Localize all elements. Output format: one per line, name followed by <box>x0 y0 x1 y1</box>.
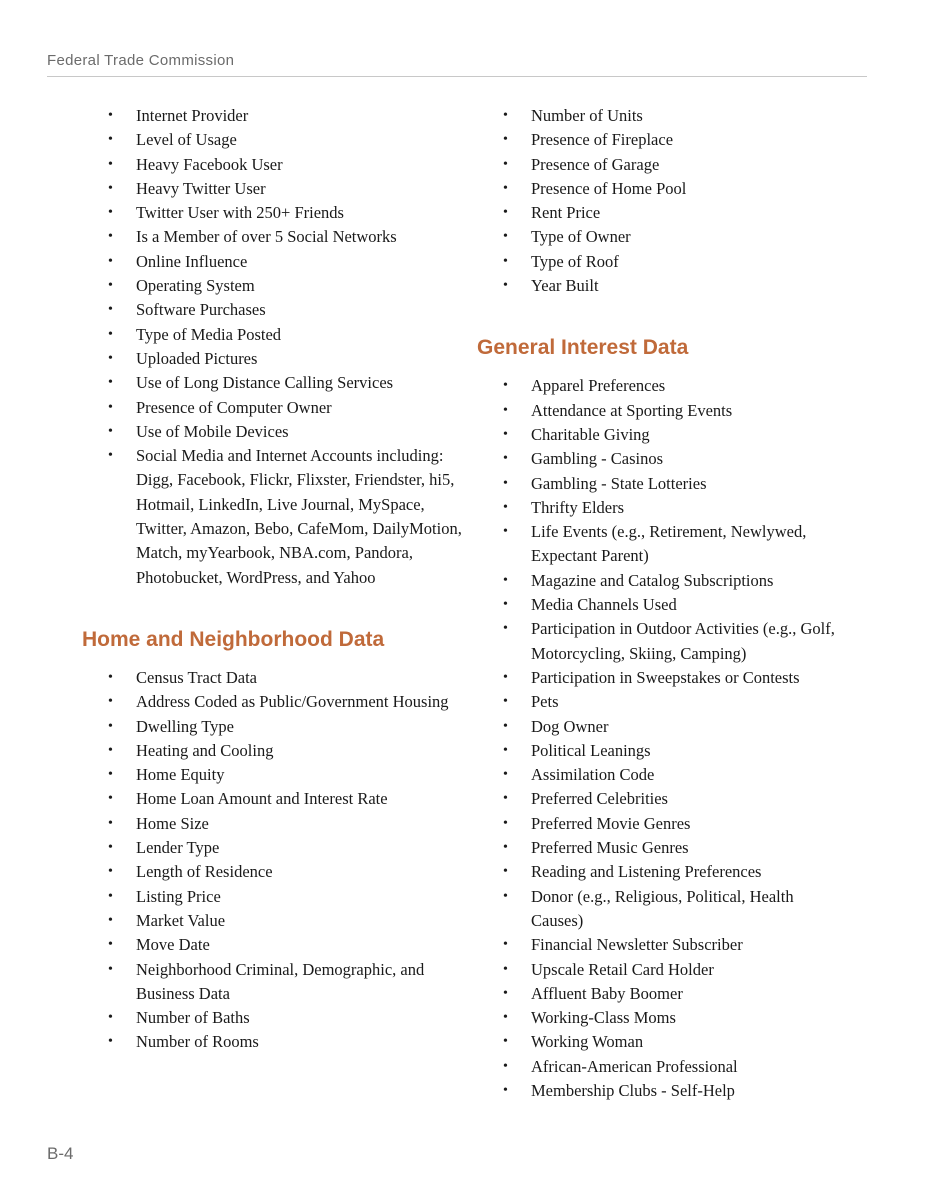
list-item-text: Dog Owner <box>531 716 609 736</box>
list-item-text: Attendance at Sporting Events <box>531 400 733 420</box>
list-item-text: Year Built <box>531 276 599 296</box>
list-item-text: Media Channels Used <box>531 595 677 615</box>
list-item <box>477 836 847 860</box>
list-item-text: African-American Professional <box>531 1056 738 1076</box>
general-interest-list <box>477 374 847 1103</box>
bullet-icon: • <box>503 132 508 148</box>
bullet-icon: • <box>108 448 113 464</box>
list-item-text: Level of Usage <box>136 130 237 150</box>
bullet-icon: • <box>108 864 113 880</box>
list-item-text: Magazine and Catalog Subscriptions <box>531 570 774 590</box>
list-item-text: Type of Media Posted <box>136 324 282 344</box>
list-item-text: Use of Mobile Devices <box>136 421 289 441</box>
list-item <box>82 128 467 152</box>
list-item-text: Operating System <box>136 276 255 296</box>
list-item <box>82 201 467 225</box>
list-item-text: Preferred Movie Genres <box>531 813 691 833</box>
list-item-text: Twitter User with 250+ Friends <box>136 203 344 223</box>
list-item-text: Working-Class Moms <box>531 1008 676 1028</box>
list-item-text: Political Leanings <box>531 740 651 760</box>
bullet-icon: • <box>108 423 113 439</box>
list-item-text: Move Date <box>136 935 210 955</box>
list-item <box>477 715 847 739</box>
list-item-text: Gambling - Casinos <box>531 449 663 469</box>
bullet-icon: • <box>503 108 508 123</box>
list-item-text: Working Woman <box>531 1032 644 1052</box>
list-item-text: Home Size <box>136 813 209 833</box>
running-header: Federal Trade Commission <box>47 52 235 69</box>
list-item-text: Charitable Giving <box>531 424 650 444</box>
right-column <box>477 104 847 1103</box>
list-item <box>477 787 847 811</box>
list-item-text: Listing Price <box>136 886 221 906</box>
page-number: B-4 <box>47 1144 74 1163</box>
list-item <box>82 250 467 274</box>
list-item <box>82 274 467 298</box>
list-item-text: Participation in Outdoor Activities (e.g., Golf, Motorcycling, Skiing, Camping) <box>531 619 835 663</box>
list-item-text: Rent Price <box>531 203 601 223</box>
list-item <box>82 666 467 690</box>
bullet-icon: • <box>503 937 508 953</box>
bullet-icon: • <box>503 597 508 613</box>
bullet-icon: • <box>108 937 113 953</box>
list-item-text: Census Tract Data <box>136 667 257 687</box>
list-item <box>477 690 847 714</box>
list-item-text: Presence of Home Pool <box>531 178 687 198</box>
list-item <box>82 1006 467 1030</box>
bullet-icon: • <box>108 399 113 415</box>
list-item-text: Apparel Preferences <box>531 376 666 396</box>
list-item <box>477 1030 847 1054</box>
list-item-text: Affluent Baby Boomer <box>531 983 683 1003</box>
bullet-icon: • <box>503 961 508 977</box>
list-item-text: Lender Type <box>136 838 220 858</box>
list-item <box>82 909 467 933</box>
list-item <box>477 1055 847 1079</box>
list-item <box>82 958 467 1007</box>
list-item-text: Internet Provider <box>136 106 249 125</box>
list-item <box>477 250 847 274</box>
list-item-text: Uploaded Pictures <box>136 348 258 368</box>
list-item <box>82 933 467 957</box>
list-item-text: Thrifty Elders <box>531 497 625 517</box>
list-item-text: Home Loan Amount and Interest Rate <box>136 789 388 809</box>
bullet-icon: • <box>108 791 113 807</box>
list-item <box>477 593 847 617</box>
bullet-icon: • <box>108 205 113 221</box>
bullet-icon: • <box>503 278 508 294</box>
bullet-icon: • <box>108 815 113 831</box>
bullet-icon: • <box>503 524 508 540</box>
list-item <box>477 496 847 520</box>
bullet-icon: • <box>503 572 508 588</box>
bullet-icon: • <box>108 888 113 904</box>
bullet-icon: • <box>108 132 113 148</box>
bullet-icon: • <box>108 156 113 172</box>
list-item <box>82 177 467 201</box>
general-interest-heading: General Interest Data <box>477 336 689 360</box>
list-item <box>82 787 467 811</box>
list-item <box>82 104 467 128</box>
list-item <box>477 225 847 249</box>
list-item-text: Online Influence <box>136 251 248 271</box>
list-item <box>477 569 847 593</box>
list-item <box>477 104 847 128</box>
list-item-text: Length of Residence <box>136 862 273 882</box>
bullet-icon: • <box>108 108 113 123</box>
list-item-text: Number of Units <box>531 106 643 125</box>
list-item-text: Preferred Celebrities <box>531 789 668 809</box>
list-item <box>477 177 847 201</box>
list-item-text: Presence of Computer Owner <box>136 397 332 417</box>
bullet-icon: • <box>503 499 508 515</box>
list-item-text: Address Coded as Public/Government Housing <box>136 692 449 712</box>
bullet-icon: • <box>108 669 113 685</box>
bullet-icon: • <box>503 864 508 880</box>
list-item <box>477 812 847 836</box>
home-neighborhood-heading: Home and Neighborhood Data <box>82 627 385 651</box>
list-item <box>477 274 847 298</box>
list-item <box>477 128 847 152</box>
bullet-icon: • <box>108 1034 113 1050</box>
list-item <box>82 763 467 787</box>
list-item <box>82 715 467 739</box>
bullet-icon: • <box>108 278 113 294</box>
list-item <box>82 371 467 395</box>
list-item <box>82 885 467 909</box>
list-item-text: Type of Roof <box>531 251 619 271</box>
list-item <box>477 933 847 957</box>
list-item <box>82 225 467 249</box>
list-item <box>82 323 467 347</box>
bullet-icon: • <box>108 912 113 928</box>
bullet-icon: • <box>503 791 508 807</box>
list-item-text: Preferred Music Genres <box>531 838 689 858</box>
bullet-icon: • <box>503 621 508 637</box>
list-item <box>82 739 467 763</box>
list-item-text: Software Purchases <box>136 300 266 320</box>
list-item-text: Heavy Facebook User <box>136 154 283 174</box>
list-item-text: Heating and Cooling <box>136 740 274 760</box>
list-item <box>477 885 847 934</box>
list-item <box>477 1079 847 1103</box>
bullet-icon: • <box>108 253 113 269</box>
right-top-list <box>477 104 847 298</box>
list-item-text: Neighborhood Criminal, Demographic, and Business Data <box>136 959 425 1003</box>
list-item <box>82 396 467 420</box>
bullet-icon: • <box>503 1034 508 1050</box>
list-item <box>82 153 467 177</box>
list-item-text: Upscale Retail Card Holder <box>531 959 714 979</box>
bullet-icon: • <box>108 742 113 758</box>
list-item <box>82 444 467 590</box>
list-item-text: Use of Long Distance Calling Services <box>136 373 394 393</box>
list-item <box>477 520 847 569</box>
list-item-text: Is a Member of over 5 Social Networks <box>136 227 397 247</box>
bullet-icon: • <box>503 815 508 831</box>
list-item-text: Pets <box>531 692 559 712</box>
list-item-text: Assimilation Code <box>531 765 655 785</box>
list-item <box>82 836 467 860</box>
left-column <box>82 104 467 1055</box>
bullet-icon: • <box>503 253 508 269</box>
bullet-icon: • <box>108 326 113 342</box>
bullet-icon: • <box>503 718 508 734</box>
list-item <box>477 153 847 177</box>
bullet-icon: • <box>503 156 508 172</box>
list-item-text: Membership Clubs - Self-Help <box>531 1080 735 1100</box>
list-item <box>477 1006 847 1030</box>
left-top-list <box>82 104 467 590</box>
list-item-text: Reading and Listening Preferences <box>531 862 762 882</box>
list-item <box>477 447 847 471</box>
list-item <box>477 423 847 447</box>
list-item <box>477 763 847 787</box>
header-divider <box>47 76 867 77</box>
bullet-icon: • <box>108 694 113 710</box>
list-item <box>82 690 467 714</box>
bullet-icon: • <box>503 180 508 196</box>
home-neighborhood-list <box>82 666 467 1055</box>
bullet-icon: • <box>503 475 508 491</box>
list-item <box>477 617 847 666</box>
bullet-icon: • <box>503 402 508 418</box>
list-item <box>82 1030 467 1054</box>
list-item-text: Presence of Fireplace <box>531 130 674 150</box>
bullet-icon: • <box>108 375 113 391</box>
bullet-icon: • <box>503 985 508 1001</box>
bullet-icon: • <box>108 229 113 245</box>
list-item-text: Number of Baths <box>136 1008 250 1028</box>
bullet-icon: • <box>503 426 508 442</box>
list-item-text: Home Equity <box>136 765 225 785</box>
list-item <box>477 374 847 398</box>
bullet-icon: • <box>108 180 113 196</box>
list-item <box>82 860 467 884</box>
list-item <box>477 472 847 496</box>
bullet-icon: • <box>503 451 508 467</box>
list-item <box>477 739 847 763</box>
bullet-icon: • <box>108 302 113 318</box>
bullet-icon: • <box>108 1010 113 1026</box>
list-item <box>477 958 847 982</box>
bullet-icon: • <box>108 961 113 977</box>
bullet-icon: • <box>503 229 508 245</box>
list-item <box>477 399 847 423</box>
bullet-icon: • <box>503 694 508 710</box>
list-item-text: Life Events (e.g., Retirement, Newlywed, Expectant Parent) <box>531 522 807 566</box>
bullet-icon: • <box>108 718 113 734</box>
bullet-icon: • <box>503 1082 508 1098</box>
bullet-icon: • <box>503 888 508 904</box>
list-item-text: Social Media and Internet Accounts including: Digg, Facebook, Flickr, Flixster, Friendster, hi5, Hotmail, LinkedIn, Live Journal, MySpace, Twitter, Amazon, Bebo, CafeMom, DailyMotion, Match, myYearbook, NBA.com, Pandora, Photobucket, WordPress, and Yahoo <box>136 446 462 587</box>
bullet-icon: • <box>108 767 113 783</box>
list-item-text: Type of Owner <box>531 227 631 247</box>
list-item <box>82 812 467 836</box>
bullet-icon: • <box>108 840 113 856</box>
bullet-icon: • <box>503 1010 508 1026</box>
list-item-text: Donor (e.g., Religious, Political, Health Causes) <box>531 886 794 930</box>
list-item-text: Heavy Twitter User <box>136 178 266 198</box>
bullet-icon: • <box>503 669 508 685</box>
list-item <box>477 666 847 690</box>
list-item <box>477 982 847 1006</box>
list-item-text: Presence of Garage <box>531 154 660 174</box>
list-item <box>477 201 847 225</box>
list-item-text: Dwelling Type <box>136 716 234 736</box>
list-item <box>82 298 467 322</box>
list-item <box>82 347 467 371</box>
bullet-icon: • <box>503 840 508 856</box>
bullet-icon: • <box>108 350 113 366</box>
list-item <box>82 420 467 444</box>
list-item-text: Participation in Sweepstakes or Contests <box>531 667 800 687</box>
bullet-icon: • <box>503 767 508 783</box>
list-item-text: Gambling - State Lotteries <box>531 473 707 493</box>
bullet-icon: • <box>503 378 508 394</box>
list-item-text: Market Value <box>136 910 226 930</box>
list-item <box>477 860 847 884</box>
bullet-icon: • <box>503 742 508 758</box>
list-item-text: Number of Rooms <box>136 1032 259 1052</box>
list-item-text: Financial Newsletter Subscriber <box>531 935 743 955</box>
bullet-icon: • <box>503 205 508 221</box>
bullet-icon: • <box>503 1058 508 1074</box>
